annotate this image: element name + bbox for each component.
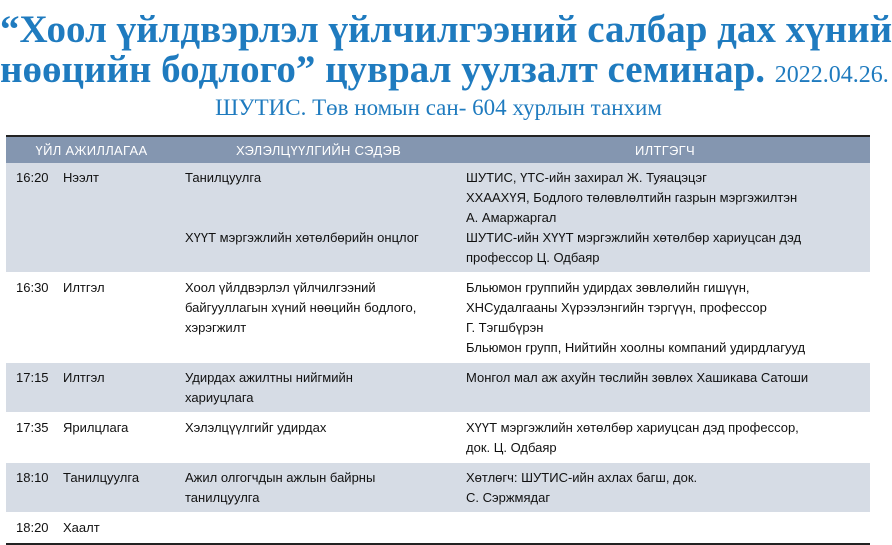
row-topic-line: Хэлэлцүүлгийг удирдах	[185, 420, 327, 435]
row-topic	[177, 363, 460, 412]
row-time: 16:30	[16, 280, 49, 295]
row-activity: Илтгэл	[63, 280, 105, 295]
row-time: 17:15	[16, 370, 49, 385]
table-row	[6, 463, 870, 513]
row-speaker-line: С. Сэржмядаг	[466, 490, 551, 505]
row-speaker-line: ШУТИС, ҮТС-ийн захирал Ж. Туяацэцэг	[466, 170, 707, 185]
row-topic-line: танилцуулга	[185, 490, 260, 505]
row-speaker-line: Монгол мал аж ахуйн төслийн зөвлөх Хашикава Сатоши	[466, 370, 809, 385]
row-activity-cell	[6, 513, 177, 542]
schedule-table	[6, 135, 870, 545]
row-speaker-line: Хөтлөгч: ШУТИС-ийн ахлах багш, док.	[466, 470, 698, 485]
table-row	[6, 273, 870, 363]
row-speaker-line: Г. Тэгшбүрэн	[466, 320, 544, 335]
row-speaker	[460, 513, 870, 542]
row-topic-line: хэрэгжилт	[185, 320, 247, 335]
row-speaker	[460, 463, 870, 512]
row-speaker-line: А. Амаржаргал	[466, 210, 557, 225]
row-time: 18:10	[16, 470, 49, 485]
row-activity: Хаалт	[63, 520, 100, 535]
row-topic-line: байгууллагын хүний нөөцийн бодлого,	[185, 300, 417, 315]
row-activity-cell	[6, 413, 177, 462]
row-topic-line: Ажил олгогчдын ажлын байрны	[185, 470, 376, 485]
row-speaker-line: Бльюмон группийн удирдах зөвлөлийн гишүүн,	[466, 280, 750, 295]
table-header	[6, 137, 870, 163]
row-speaker	[460, 363, 870, 412]
row-topic	[177, 413, 460, 462]
row-speaker-line: профессор Ц. Одбаяр	[466, 250, 600, 265]
row-activity-cell	[6, 273, 177, 362]
row-topic-line	[185, 208, 460, 228]
row-speaker-line: ХҮҮТ мэргэжлийн хөтөлбөр хариуцсан дэд профессор,	[466, 420, 799, 435]
row-topic	[177, 463, 460, 512]
row-topic-line: Хоол үйлдвэрлэл үйлчилгээний	[185, 280, 376, 295]
row-speaker-line: ХНСудалгааны Хүрээлэнгийн тэргүүн, профессор	[466, 300, 767, 315]
row-topic	[177, 163, 460, 272]
row-speaker	[460, 413, 870, 462]
row-activity: Танилцуулга	[63, 470, 140, 485]
row-time: 16:20	[16, 170, 49, 185]
header-speaker: ИЛТГЭГЧ	[634, 142, 695, 158]
table-row	[6, 363, 870, 413]
row-topic-line: хариуцлага	[185, 390, 254, 405]
row-topic	[177, 273, 460, 362]
header-activity: ҮЙЛ АЖИЛЛАГАА	[35, 142, 148, 158]
table-row	[6, 513, 870, 543]
title-line-2-text: нөөцийн бодлого” цуврал уулзалт семинар.	[0, 48, 766, 91]
row-activity: Илтгэл	[63, 370, 105, 385]
table-row	[6, 163, 870, 273]
row-speaker-line: ХХААХҮЯ, Бодлого төлөвлөлтийн газрын мэргэжилтэн	[466, 190, 798, 205]
table-body	[6, 163, 870, 543]
title-line-2	[0, 48, 889, 95]
table-row	[6, 413, 870, 463]
event-date: 2022.04.26.	[774, 62, 889, 88]
row-activity-cell	[6, 463, 177, 512]
row-activity-cell	[6, 363, 177, 412]
row-time: 18:20	[16, 520, 49, 535]
row-speaker	[460, 273, 870, 362]
row-activity: Ярилцлага	[63, 420, 129, 435]
row-topic-line: Танилцуулга	[185, 170, 262, 185]
row-topic	[177, 513, 460, 542]
row-speaker-line: ШУТИС-ийн ХҮҮТ мэргэжлийн хөтөлбөр хариуцсан дэд	[466, 230, 802, 245]
row-time: 17:35	[16, 420, 49, 435]
row-topic-line: ХҮҮТ мэргэжлийн хөтөлбөрийн онцлог	[185, 230, 419, 245]
header-topic: ХЭЛЭЛЦҮҮЛГИЙН СЭДЭВ	[235, 142, 402, 158]
row-speaker-line: док. Ц. Одбаяр	[466, 440, 557, 455]
row-topic-line	[185, 188, 460, 208]
page-title	[0, 8, 892, 121]
event-location: ШУТИС. Төв номын сан- 604 хурлын танхим	[215, 95, 662, 120]
title-line-1: “Хоол үйлдвэрлэл үйлчилгээний салбар дах хүний	[0, 8, 892, 51]
row-speaker	[460, 163, 870, 272]
row-activity-cell	[6, 163, 177, 272]
row-topic-line: Удирдах ажилтны нийгмийн	[185, 370, 353, 385]
row-activity: Нээлт	[63, 170, 99, 185]
row-speaker-line: Бльюмон групп, Нийтийн хоолны компаний удирдлагууд	[466, 340, 806, 355]
